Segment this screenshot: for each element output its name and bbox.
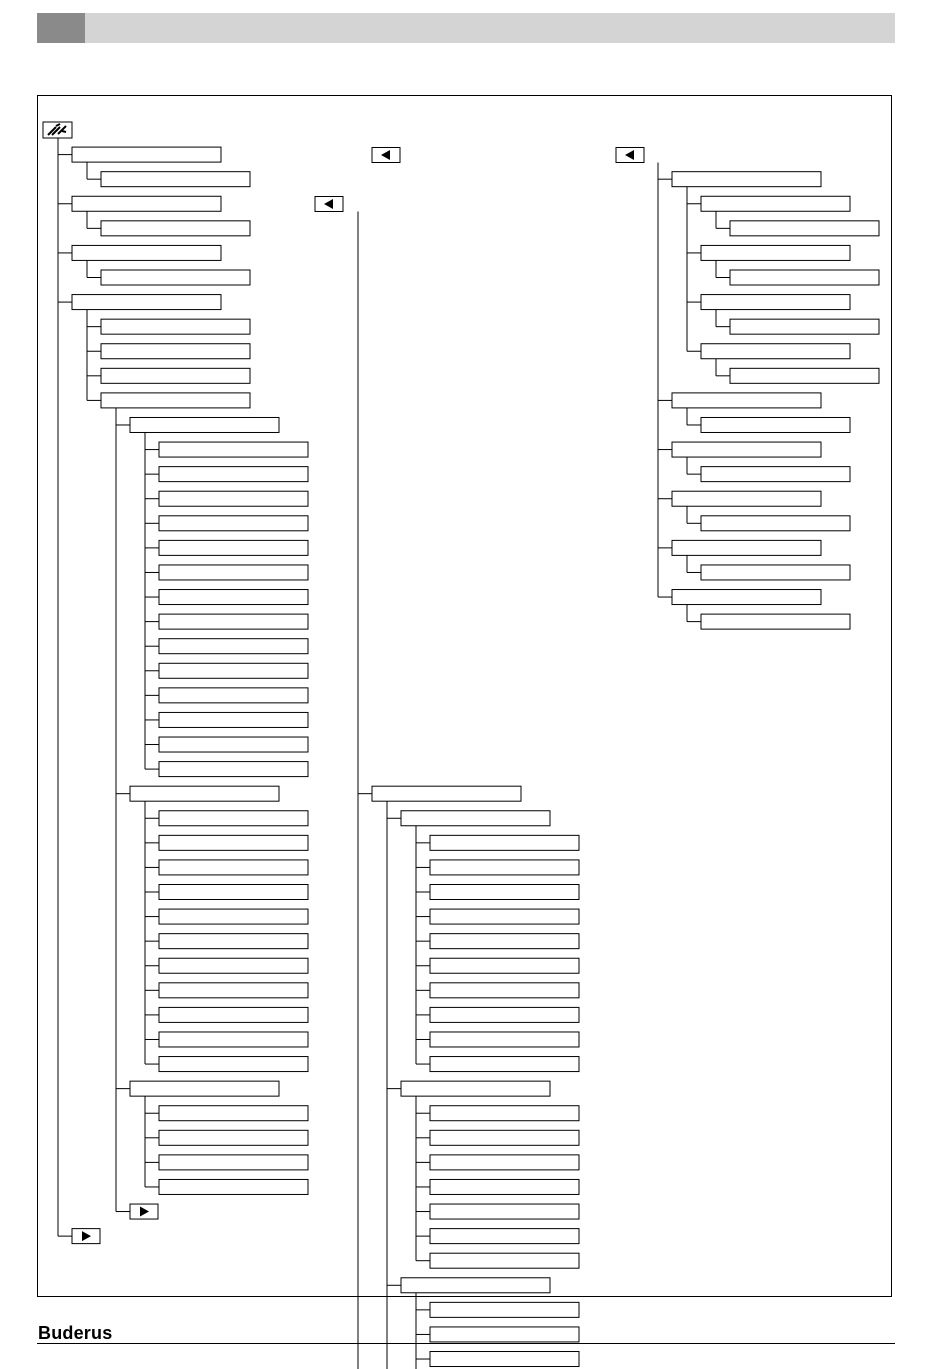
menu-item-box — [159, 663, 308, 678]
menu-item-box — [159, 467, 308, 482]
menu-item-box — [130, 786, 279, 801]
menu-item-box — [430, 860, 579, 875]
menu-item-box — [430, 1155, 579, 1170]
menu-item-box — [430, 835, 579, 850]
menu-item-box — [672, 442, 821, 457]
menu-item-box — [159, 762, 308, 777]
menu-item-box — [430, 1106, 579, 1121]
menu-item-box — [159, 1032, 308, 1047]
menu-item-box — [701, 516, 850, 531]
menu-item-box — [159, 639, 308, 654]
menu-item-box — [430, 958, 579, 973]
menu-item-box — [130, 417, 279, 432]
menu-item-box — [430, 1302, 579, 1317]
menu-item-box — [101, 172, 250, 187]
menu-item-box — [430, 1229, 579, 1244]
menu-item-box — [372, 786, 521, 801]
menu-item-box — [701, 467, 850, 482]
menu-item-box — [159, 1155, 308, 1170]
menu-item-box — [72, 147, 221, 162]
footer-rule — [37, 1343, 895, 1344]
menu-item-box — [101, 344, 250, 359]
menu-item-box — [159, 958, 308, 973]
arrow-right-icon[interactable] — [130, 1204, 158, 1219]
menu-item-box — [672, 540, 821, 555]
menu-item-box — [430, 909, 579, 924]
menu-item-box — [159, 1130, 308, 1145]
menu-item-box — [101, 393, 250, 408]
menu-item-box — [159, 811, 308, 826]
menu-item-box — [430, 934, 579, 949]
menu-item-box — [159, 712, 308, 727]
menu-item-box — [430, 1057, 579, 1072]
menu-item-box — [101, 368, 250, 383]
menu-item-box — [159, 590, 308, 605]
menu-item-box — [430, 1352, 579, 1367]
menu-item-box — [159, 565, 308, 580]
menu-item-box — [430, 1204, 579, 1219]
menu-item-box — [672, 172, 821, 187]
menu-item-box — [159, 860, 308, 875]
menu-item-box — [430, 1130, 579, 1145]
menu-item-box — [430, 1327, 579, 1342]
menu-item-box — [159, 909, 308, 924]
menu-item-box — [159, 737, 308, 752]
menu-item-box — [730, 319, 879, 334]
menu-item-box — [701, 614, 850, 629]
menu-item-box — [401, 1081, 550, 1096]
menu-item-box — [701, 245, 850, 260]
brand-logo: Buderus — [38, 1323, 113, 1343]
menu-item-box — [159, 885, 308, 900]
menu-item-box — [101, 270, 250, 285]
menu-item-box — [401, 1278, 550, 1293]
menu-item-box — [159, 688, 308, 703]
menu-item-box — [159, 614, 308, 629]
menu-item-box — [672, 491, 821, 506]
menu-item-box — [101, 319, 250, 334]
menu-item-box — [430, 1253, 579, 1268]
menu-item-box — [430, 1032, 579, 1047]
arrow-left-icon[interactable] — [616, 148, 644, 163]
menu-item-box — [159, 1106, 308, 1121]
menu-item-box — [730, 221, 879, 236]
menu-item-box — [672, 393, 821, 408]
menu-item-box — [72, 196, 221, 211]
menu-item-box — [130, 1081, 279, 1096]
menu-item-box — [159, 1179, 308, 1194]
menu-item-box — [672, 590, 821, 605]
arrow-left-icon[interactable] — [315, 197, 343, 212]
menu-item-box — [159, 934, 308, 949]
menu-item-box — [730, 368, 879, 383]
menu-item-box — [159, 1057, 308, 1072]
menu-item-box — [701, 295, 850, 310]
arrow-right-icon[interactable] — [72, 1229, 100, 1244]
arrow-left-icon[interactable] — [372, 148, 400, 163]
menu-item-box — [701, 417, 850, 432]
menu-item-box — [159, 442, 308, 457]
menu-item-box — [730, 270, 879, 285]
menu-item-box — [159, 516, 308, 531]
menu-item-box — [430, 885, 579, 900]
menu-item-box — [159, 540, 308, 555]
menu-item-box — [72, 295, 221, 310]
menu-item-box — [159, 983, 308, 998]
menu-item-box — [430, 1179, 579, 1194]
settings-wrench-icon[interactable] — [43, 122, 72, 138]
menu-item-box — [401, 811, 550, 826]
menu-item-box — [701, 565, 850, 580]
menu-item-box — [701, 196, 850, 211]
menu-item-box — [159, 835, 308, 850]
menu-item-box — [701, 344, 850, 359]
menu-item-box — [159, 1007, 308, 1022]
menu-item-box — [430, 1007, 579, 1022]
menu-item-box — [430, 983, 579, 998]
menu-item-box — [72, 245, 221, 260]
menu-item-box — [101, 221, 250, 236]
menu-item-box — [159, 491, 308, 506]
